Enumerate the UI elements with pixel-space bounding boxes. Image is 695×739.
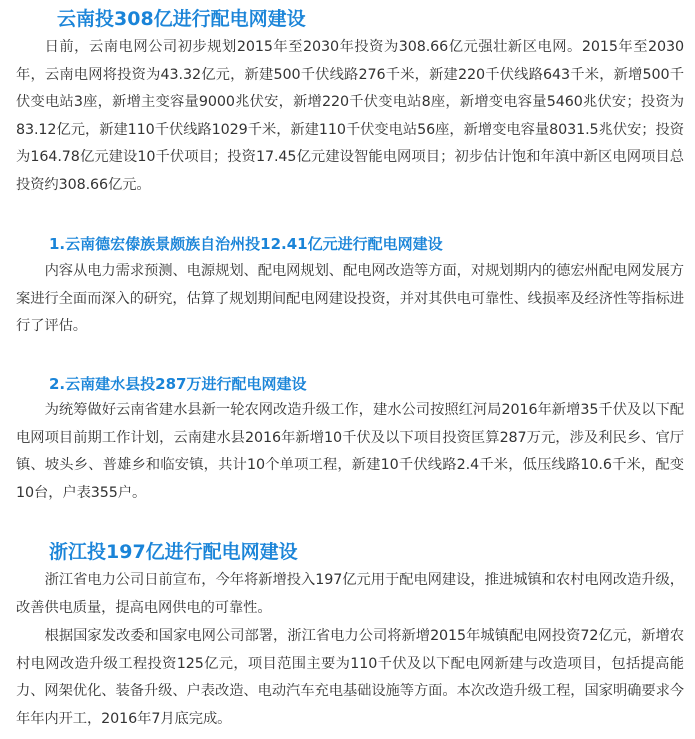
paragraph-yunnan-plan: 日前，云南电网公司初步规划2015年至2030年投资为308.66亿元强壮新区电网。2015年至2030年，云南电网将投资为43.32亿元，新建500千伏线路276千米，新建220千伏线路643千米，新增500千伏变电站3座，新增主变容量9000兆伏安，新增220千伏变电站8座，新增变电容量5460兆伏安；投资为83.12亿元，新建110千伏线路1029千米，新建110千伏变电站56座，新增变电容量8031.5兆伏安；投资为164.78亿元建设10千伏项目；投资17.45亿元建设智能电网项目；初步估计饱和年滇中新区电网项目总投资约308.66亿元。 bbox=[16, 39, 684, 193]
subsection-title-dehong: 1.云南德宏傣族景颇族自治州投12.41亿元进行配电网建设 bbox=[49, 235, 443, 253]
paragraph-jianshui: 为统筹做好云南省建水县新一轮农网改造升级工作，建水公司按照红河局2016年新增35千伏及以下配电网项目前期工作计划，云南建水县2016年新增10千伏及以下项目投资匡算287万元，涉及利民乡、官厅镇、坡头乡、普雄乡和临安镇，共计10个单项工程，新建10千伏线路2.4千米，低压线路10.6千米，配变10台，户表355户。 bbox=[16, 402, 684, 501]
paragraph-dehong: 内容从电力需求预测、电源规划、配电网规划、配电网改造等方面，对规划期内的德宏州配电网发展方案进行全面而深入的研究，估算了规划期间配电网建设投资，并对其供电可靠性、线损率及经济性等指标进行了评估。 bbox=[16, 263, 684, 335]
section-title-yunnan: 云南投308亿进行配电网建设 bbox=[57, 8, 306, 30]
section-title-zhejiang: 浙江投197亿进行配电网建设 bbox=[49, 541, 298, 563]
paragraph-zhejiang-announcement: 浙江省电力公司日前宣布，今年将新增投入197亿元用于配电网建设，推进城镇和农村电网改造升级，改善供电质量，提高电网供电的可靠性。 bbox=[16, 572, 684, 616]
subsection-title-jianshui: 2.云南建水县投287万进行配电网建设 bbox=[49, 375, 307, 393]
paragraph-zhejiang-details: 根据国家发改委和国家电网公司部署，浙江省电力公司将新增2015年城镇配电网投资72亿元，新增农村电网改造升级工程投资125亿元，项目范围主要为110千伏及以下配电网新建与改造项目，包括提高能力、网架优化、装备升级、户表改造、电动汽车充电基础设施等方面。本次改造升级工程，国家明确要求今年年内开工，2016年7月底完成。 bbox=[16, 628, 684, 727]
